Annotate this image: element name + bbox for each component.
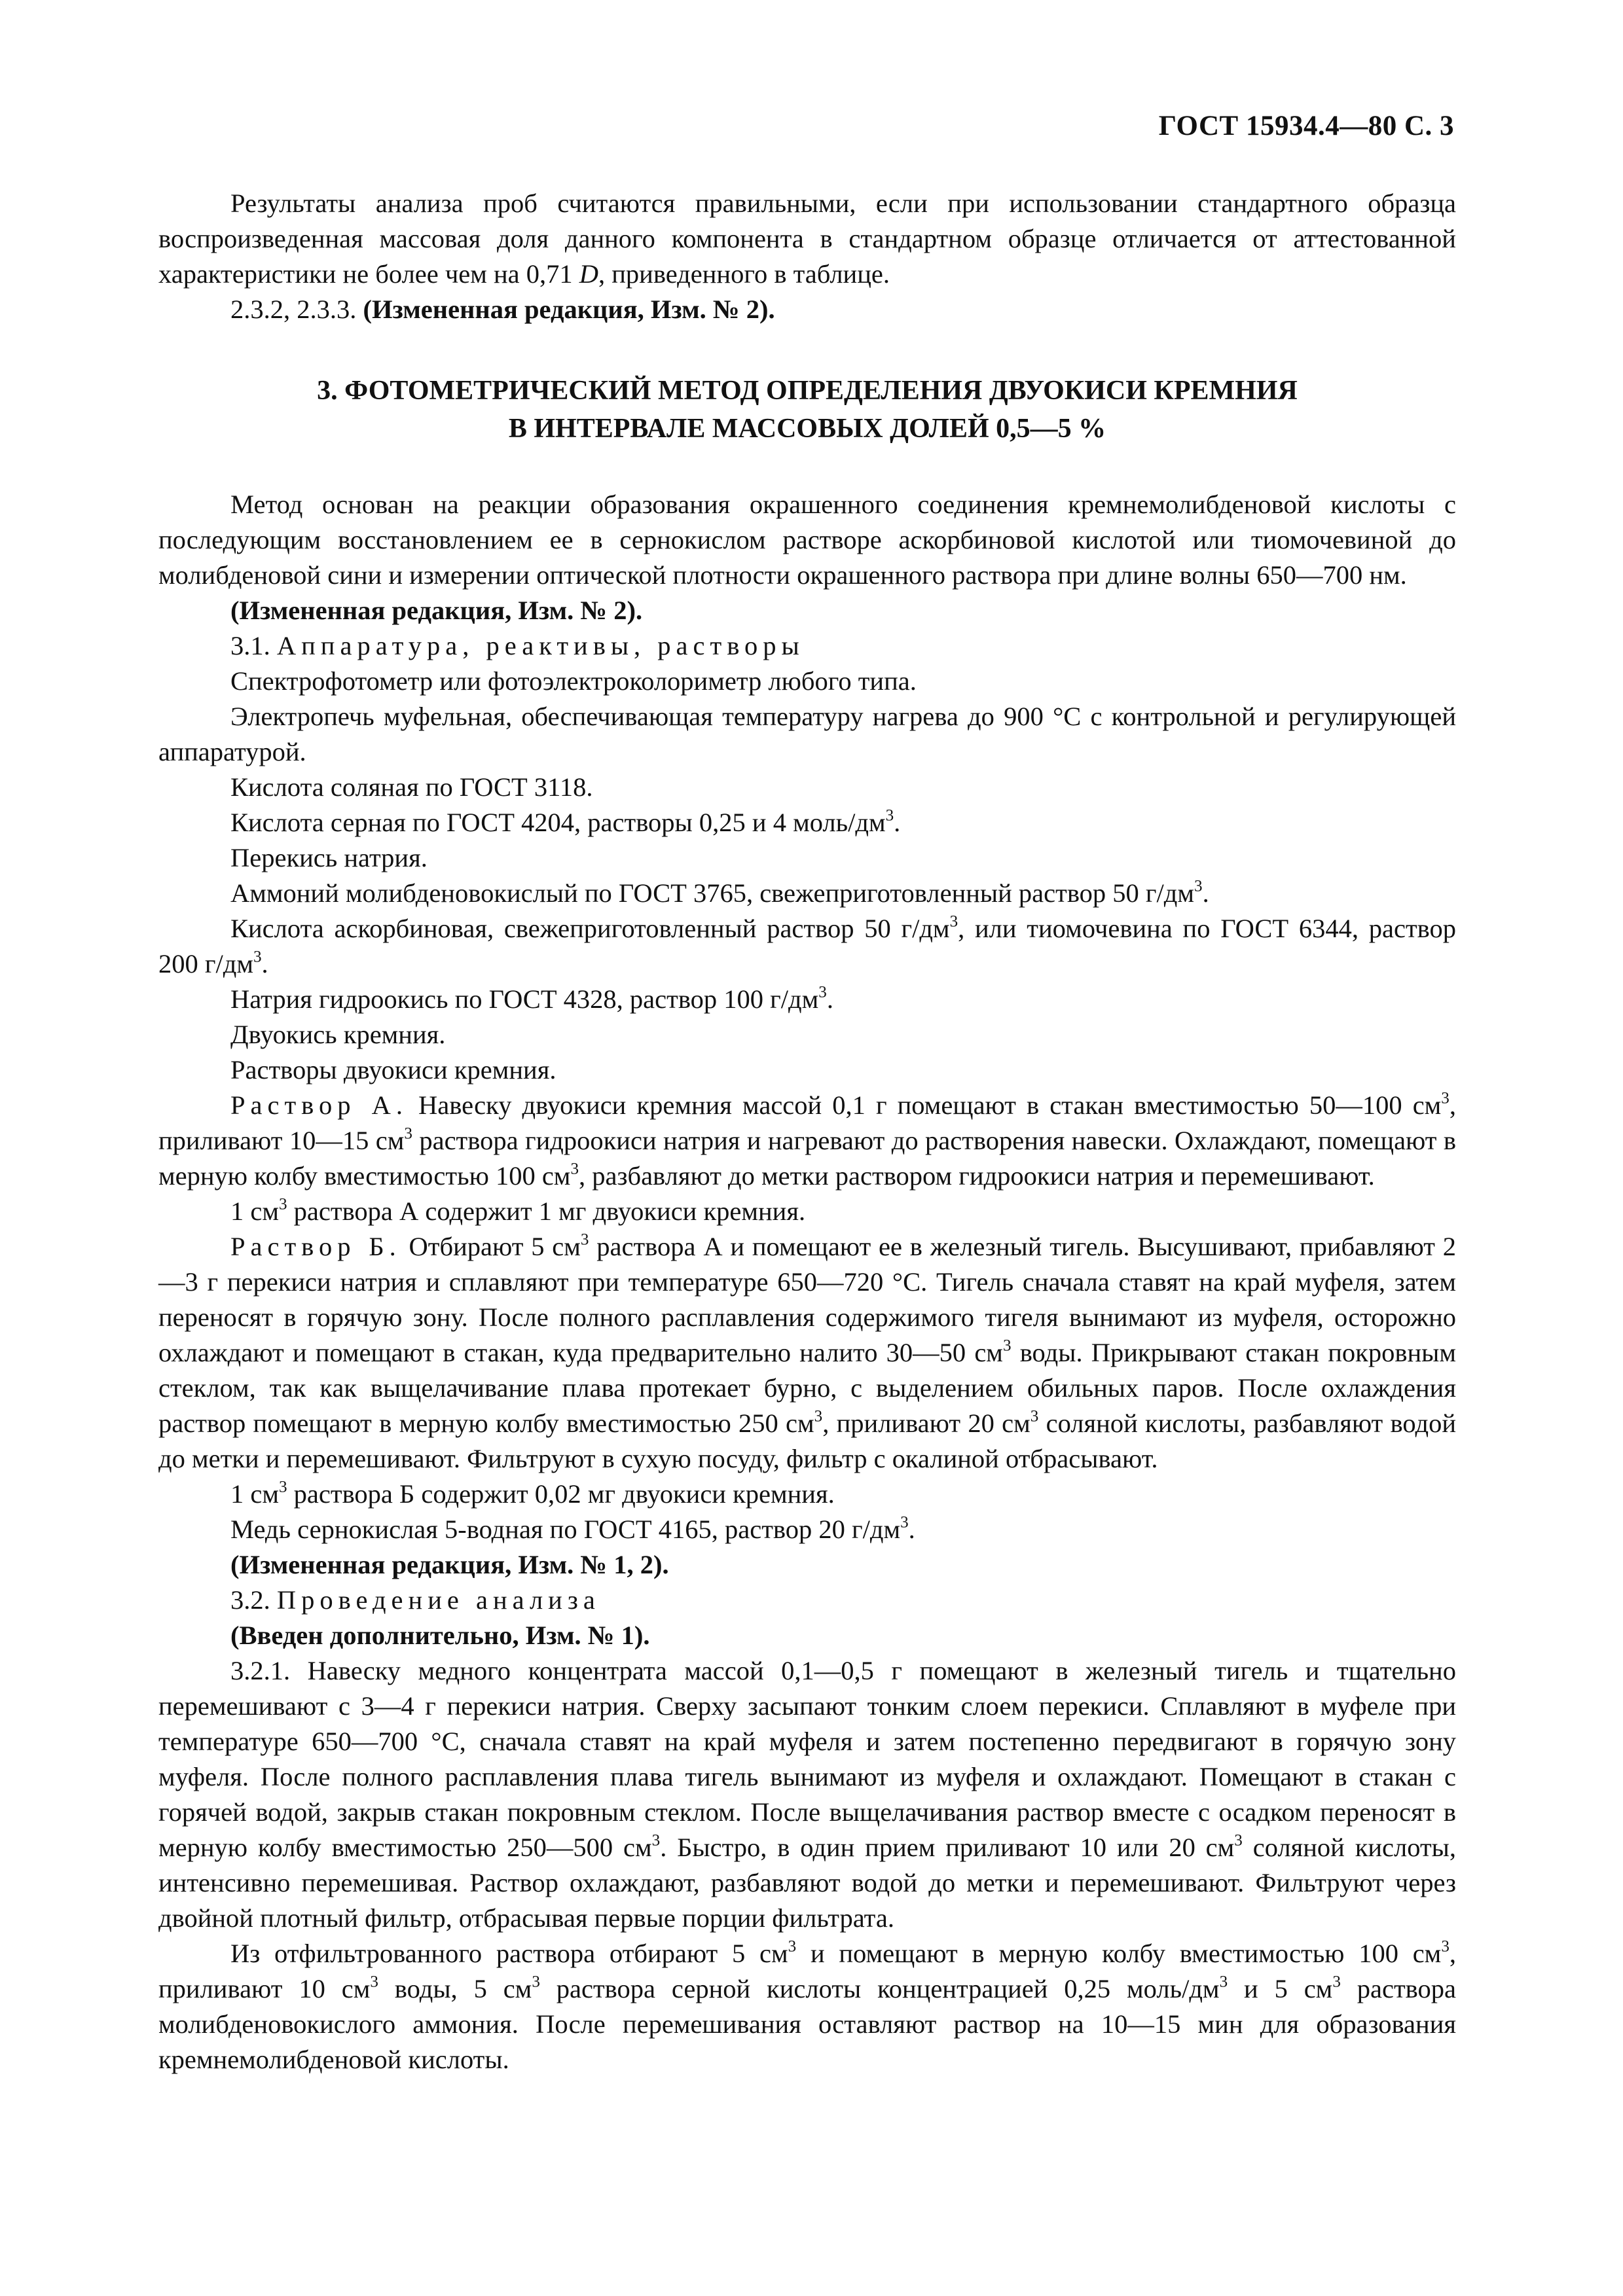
paragraph: [158, 1477, 1456, 1512]
text: , или тиомочевина по ГОСТ 6344, раствор 200 г/дм: [158, 914, 1456, 978]
superscript: 3: [1234, 1831, 1243, 1850]
clause-reference: 2.3.2, 2.3.3.: [230, 295, 363, 324]
amendment-note: (Измененная редакция, Изм. № 1, 2).: [230, 1550, 669, 1579]
paragraph: [158, 186, 1456, 292]
paragraph: [158, 1936, 1456, 2077]
paragraph: [158, 805, 1456, 840]
text: Из отфильтрованного раствора отбирают 5 см: [230, 1939, 788, 1968]
text: 3.2.1. Навеску медного концентрата массой 0,1—0,5 г помещают в железный тигель и тщательно перемешивают с 3—4 г перекиси натрия. Сверху засыпают тонким слоем перекиси. Сплавляют в муфеле при температуре 650—700 °С, сначала ставят на край муфеля и затем постепенно передвигают в горячую зону муфеля. После полного расплавления плава тигель вынимают из муфеля и охлаждают. Помещают в стакан с горячей водой, закрыв стакан покровным стеклом. После выщелачивания раствор вместе с осадком переносят в мерную колбу вместимостью 250—500 см: [158, 1656, 1456, 1862]
text: .: [908, 1515, 915, 1544]
text: 1 см: [230, 1196, 279, 1226]
heading-text: Проведение анализа: [276, 1585, 600, 1615]
superscript: 3: [570, 1160, 579, 1178]
text: , приведенного в таблице.: [598, 259, 890, 289]
paragraph: [158, 911, 1456, 982]
subsection-heading: [158, 628, 1456, 664]
section-title: [158, 372, 1456, 448]
text: , приливают 10 см: [158, 1939, 1456, 2003]
superscript: 3: [404, 1124, 412, 1143]
text: Медь сернокислая 5-водная по ГОСТ 4165, раствор 20 г/дм: [230, 1515, 901, 1544]
text: .: [1202, 878, 1209, 908]
paragraph: Перекись натрия.: [230, 843, 428, 872]
superscript: 3: [788, 1937, 797, 1956]
text: , разбавляют до метки раствором гидроокиси натрия и перемешивают.: [579, 1161, 1375, 1191]
superscript: 3: [278, 1478, 287, 1496]
solution-label: Раствор Б.: [230, 1232, 401, 1261]
text: Отбирают 5 см: [401, 1232, 581, 1261]
solution-label: Раствор А.: [230, 1090, 408, 1120]
text: раствора Б содержит 0,02 мг двуокиси кремния.: [287, 1479, 835, 1509]
page-header: ГОСТ 15934.4—80 С. 3: [1158, 111, 1454, 141]
paragraph: [158, 1512, 1456, 1547]
paragraph: Растворы двуокиси кремния.: [230, 1055, 556, 1085]
text: Кислота серная по ГОСТ 4204, растворы 0,25 и 4 моль/дм: [230, 808, 886, 837]
superscript: 3: [1332, 1973, 1341, 1991]
text: , приливают 20 см: [822, 1408, 1030, 1438]
paragraph: [158, 1088, 1456, 1194]
text: Кислота аскорбиновая, свежеприготовленный раствор 50 г/дм: [230, 914, 950, 943]
text: воды, 5 см: [378, 1974, 532, 2003]
paragraph: [158, 1229, 1456, 1477]
text: воды. Прикрывают стакан покровным стеклом, так как выщелачивание плава протекает бурно, с выделением обильных паров. После охлаждения раствор помещают в мерную колбу вместимостью 250 см: [158, 1338, 1456, 1438]
paragraph: [158, 1653, 1456, 1936]
heading-text: Аппаратура, реактивы, растворы: [276, 631, 805, 660]
superscript: 3: [1030, 1407, 1039, 1426]
text: . Быстро, в один прием приливают 10 или 20 см: [660, 1833, 1235, 1862]
amendment-note: (Измененная редакция, Изм. № 2).: [363, 295, 775, 324]
superscript: 3: [278, 1195, 287, 1213]
superscript: 3: [900, 1513, 909, 1532]
text: и 5 см: [1228, 1974, 1333, 2003]
superscript: 3: [1219, 1973, 1228, 1991]
text: Аммоний молибденовокислый по ГОСТ 3765, свежеприготовленный раствор 50 г/дм: [230, 878, 1195, 908]
text: 1 см: [230, 1479, 279, 1509]
paragraph: Двуокись кремния.: [230, 1020, 446, 1049]
amendment-note: (Введен дополнительно, Изм. № 1).: [230, 1621, 650, 1650]
amendment-note: (Измененная редакция, Изм. № 2).: [230, 596, 643, 625]
superscript: 3: [885, 806, 894, 825]
paragraph: [158, 876, 1456, 911]
superscript: 3: [814, 1407, 823, 1426]
text: раствора А и помещают ее в железный тигель. Высушивают, прибавляют 2—3 г перекиси натрия и сплавляют при температуре 650—720 °С. Тигель сначала ставят на край муфеля, затем переносят в горячую зону. После полного расплавления содержимого тигеля вынимают из муфеля, осторожно охлаждают и помещают в стакан, куда предварительно налито 30—50 см: [158, 1232, 1457, 1367]
text: .: [826, 984, 833, 1014]
superscript: 3: [1194, 877, 1203, 895]
paragraph: Метод основан на реакции образования окрашенного соединения кремнемолибденовой кислоты с последующим восстановлением ее в сернокислом растворе аскорбиновой кислотой или тиомочевиной до молибденовой сини и измерении оптической плотности окрашенного раствора при длине волны 650—700 нм.: [158, 490, 1456, 590]
text: Натрия гидроокись по ГОСТ 4328, раствор 100 г/дм: [230, 984, 819, 1014]
text: и помещают в мерную колбу вместимостью 100 см: [796, 1939, 1442, 1968]
text: , приливают 10—15 см: [158, 1090, 1456, 1155]
paragraph: [158, 982, 1456, 1017]
superscript: 3: [1441, 1089, 1450, 1107]
text: соляной кислоты, разбавляют водой до метки и перемешивают. Фильтруют в сухую посуду, фильтр с окалиной отбрасывают.: [158, 1408, 1457, 1473]
paragraph: Спектрофотометр или фотоэлектроколориметр любого типа.: [230, 666, 917, 696]
paragraph: Кислота соляная по ГОСТ 3118.: [230, 772, 593, 802]
superscript: 3: [532, 1973, 540, 1991]
text: раствора молибденовокислого аммония. После перемешивания оставляют раствор на 10—15 мин для образования кремнемолибденовой кислоты.: [158, 1974, 1457, 2074]
superscript: 3: [651, 1831, 661, 1850]
section-title-line: В ИНТЕРВАЛЕ МАССОВЫХ ДОЛЕЙ 0,5—5 %: [508, 414, 1106, 444]
clause-number: 3.2.: [230, 1585, 277, 1615]
text: раствора А содержит 1 мг двуокиси кремния.: [287, 1196, 806, 1226]
superscript: 3: [253, 948, 262, 966]
text: Результаты анализа проб считаются правильными, если при использовании стандартного образца воспроизведенная массовая доля данного компонента в стандартном образце отличается от аттестованной характеристики не более чем на 0,71: [158, 188, 1456, 289]
subsection-heading: [158, 1583, 1456, 1618]
text: раствора гидроокиси натрия и нагревают до растворения навески. Охлаждают, помещают в мерную колбу вместимостью 100 см: [158, 1126, 1456, 1191]
text: соляной кислоты, интенсивно перемешивая. Раствор охлаждают, разбавляют водой до метки и перемешивают. Фильтруют через двойной плотный фильтр, отбрасывая первые порции фильтрата.: [158, 1833, 1456, 1933]
variable: D: [579, 259, 598, 289]
page-body: [158, 186, 1456, 2077]
paragraph: [158, 292, 1456, 327]
section-title-line: 3. ФОТОМЕТРИЧЕСКИЙ МЕТОД ОПРЕДЕЛЕНИЯ ДВУОКИСИ КРЕМНИЯ: [317, 376, 1298, 406]
superscript: 3: [580, 1230, 589, 1249]
superscript: 3: [1441, 1937, 1450, 1956]
clause-number: 3.1.: [230, 631, 277, 660]
paragraph: Электропечь муфельная, обеспечивающая температуру нагрева до 900 °С с контрольной и регулирующей аппаратурой.: [158, 702, 1456, 766]
text: .: [894, 808, 901, 837]
superscript: 3: [949, 912, 958, 931]
superscript: 3: [818, 983, 827, 1001]
text: Навеску двуокиси кремния массой 0,1 г помещают в стакан вместимостью 50—100 см: [407, 1090, 1442, 1120]
superscript: 3: [370, 1973, 378, 1991]
superscript: 3: [1002, 1336, 1012, 1355]
text: .: [261, 949, 268, 978]
text: раствора серной кислоты концентрацией 0,25 моль/дм: [539, 1974, 1220, 2003]
paragraph: [158, 1194, 1456, 1229]
